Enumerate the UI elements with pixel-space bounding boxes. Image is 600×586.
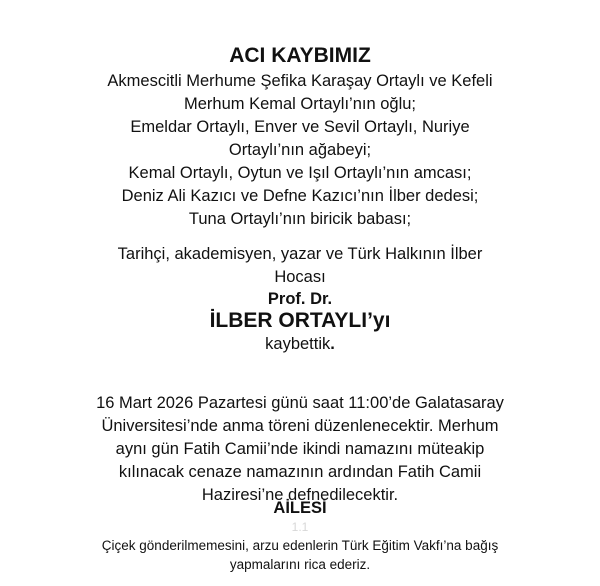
ceremony-line: kılınacak cenaze namazının ardından Fatih Camii: [118, 463, 482, 481]
ceremony-line: Üniversitesi’nde anma töreni düzenlenecektir. Merhum: [101, 417, 499, 435]
name-suffix: ’yı: [367, 309, 391, 332]
deceased-name-line: [0, 310, 600, 331]
ceremony-line: aynı gün Fatih Camii’nde ikindi namazını müteakip: [115, 440, 485, 458]
family-line: Merhum Kemal Ortaylı’nın oğlu;: [183, 95, 416, 113]
honorific: Prof. Dr.: [267, 290, 333, 308]
faint-mark: 1.1: [291, 520, 309, 534]
description-line: Tarihçi, akademisyen, yazar ve Türk Halkının İlber: [117, 245, 483, 263]
signature: AİLESİ: [273, 499, 327, 517]
lost-text: kaybettik: [265, 335, 331, 353]
family-line: Deniz Ali Kazıcı ve Defne Kazıcı’nın İlber dedesi;: [121, 187, 479, 205]
footer-line: yapmalarını rica ederiz.: [229, 557, 371, 572]
description-line: Hocası: [274, 268, 326, 286]
lost-period: .: [330, 335, 335, 353]
family-line: Akmescitli Merhume Şefika Karaşay Ortaylı ve Kefeli: [107, 72, 493, 90]
notice-title: ACI KAYBIMIZ: [229, 44, 371, 67]
family-line: Kemal Ortaylı, Oytun ve Işıl Ortaylı’nın amcası;: [128, 164, 472, 182]
family-line: Emeldar Ortaylı, Enver ve Sevil Ortaylı, Nuriye: [130, 118, 470, 136]
ceremony-line: Haziresi’ne defnedilecektir.: [201, 486, 399, 504]
family-line: Tuna Ortaylı’nın biricik babası;: [188, 210, 412, 228]
ceremony-line: 16 Mart 2026 Pazartesi günü saat 11:00’de Galatasaray: [96, 394, 504, 412]
footer-line: Çiçek gönderilmemesini, arzu edenlerin Türk Eğitim Vakfı’na bağış: [101, 538, 499, 553]
family-line: Ortaylı’nın ağabeyi;: [228, 141, 372, 159]
deceased-name: İLBER ORTAYLI: [209, 309, 368, 332]
lost-line: [0, 336, 600, 353]
